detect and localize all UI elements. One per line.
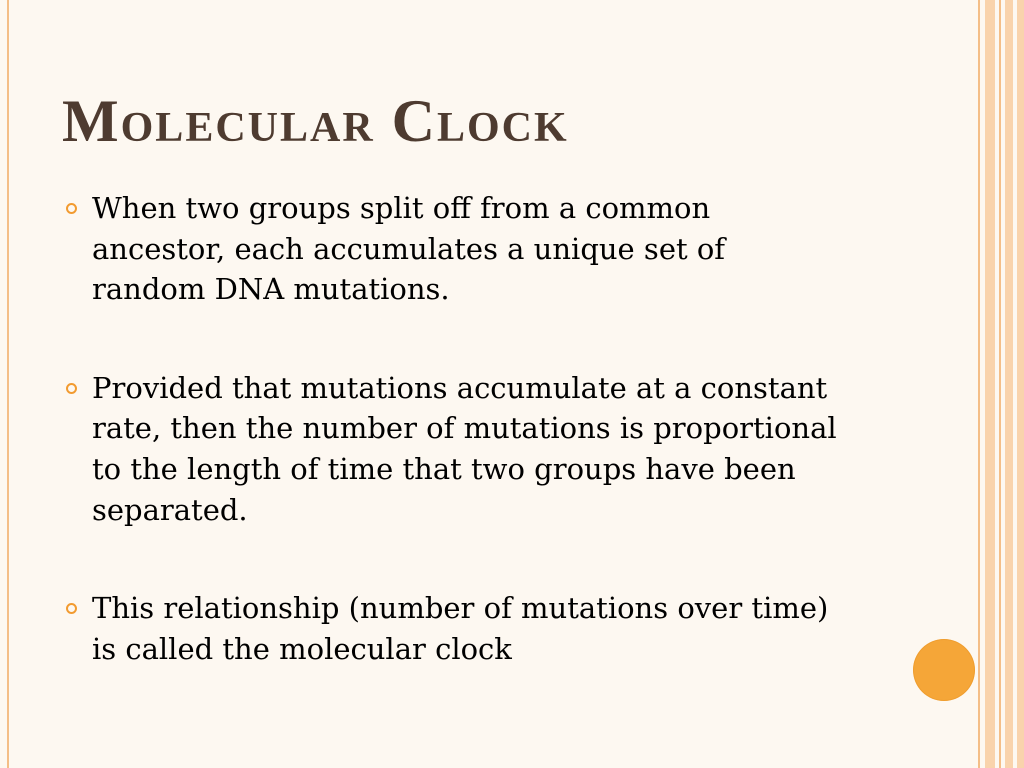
slide-title: Molecular Clock <box>62 88 569 154</box>
bullet-line: to the length of time that two groups have been <box>92 452 796 487</box>
ring-bullet-icon <box>66 203 77 214</box>
bullet-item <box>92 588 952 669</box>
right-stripe-band <box>985 0 995 768</box>
bullet-line: is called the molecular clock <box>92 631 512 666</box>
bullet-line: separated. <box>92 492 248 527</box>
right-stripe-line <box>978 0 980 768</box>
ring-bullet-icon <box>66 603 77 614</box>
bullet-line: ancestor, each accumulates a unique set of <box>92 231 726 266</box>
right-stripe-line <box>999 0 1001 768</box>
bullet-line: rate, then the number of mutations is proportional <box>92 411 837 446</box>
right-stripe-band <box>1005 0 1013 768</box>
bullet-item <box>92 188 952 310</box>
bullet-item <box>92 368 952 531</box>
ring-bullet-icon <box>66 383 77 394</box>
bullet-list <box>92 188 952 727</box>
bullet-line: Provided that mutations accumulate at a constant <box>92 370 828 405</box>
bullet-line: When two groups split off from a common <box>92 191 711 225</box>
bullet-line: This relationship (number of mutations over time) <box>92 590 829 625</box>
bullet-line: random DNA mutations. <box>92 272 450 307</box>
left-border-line <box>7 0 9 768</box>
right-stripe-band <box>1017 0 1024 768</box>
